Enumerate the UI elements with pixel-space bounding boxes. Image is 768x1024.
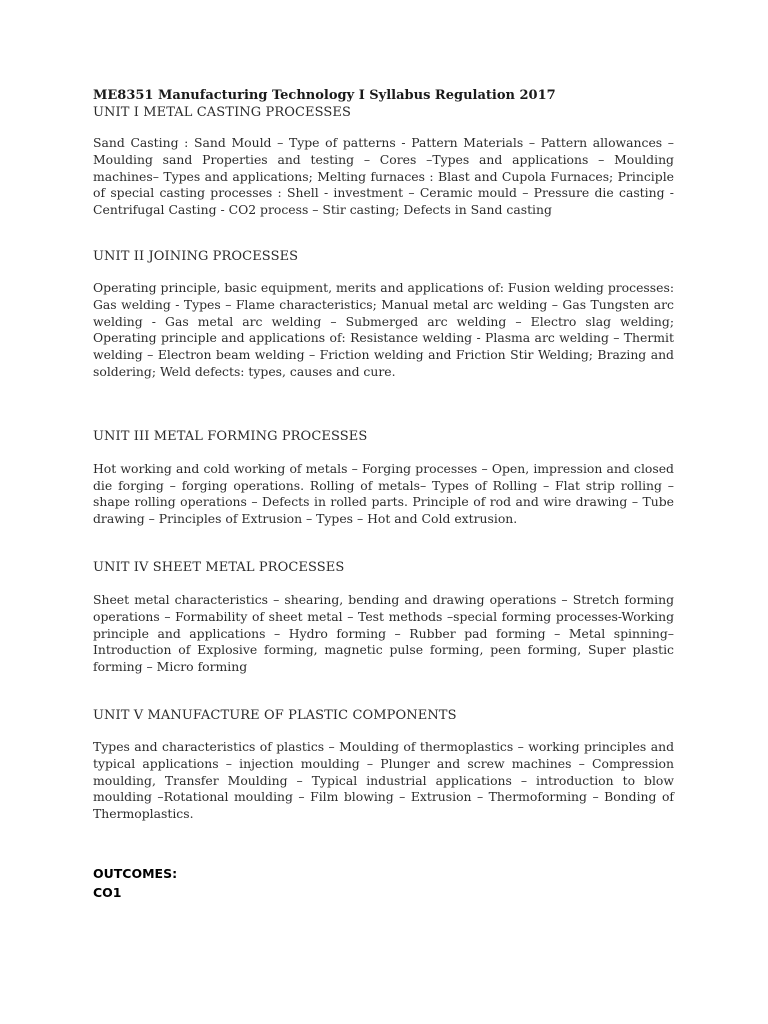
unit-4-heading: UNIT IV SHEET METAL PROCESSES <box>93 559 345 575</box>
unit-1-heading: UNIT I METAL CASTING PROCESSES <box>93 105 351 120</box>
unit-1-body: Sand Casting : Sand Mould – Type of patterns - Pattern Materials – Pattern allowances – Moulding sand Properties and testing – Cores –Types and applications – Moulding machines– Types and applications; Melting furnaces : Blast and Cupola Furnaces; Principle of special casting processes : Shell - investment – Ceramic mould – Pressure die casting - Centrifugal Casting - CO2 process – Stir casting; Defects in Sand casting <box>93 135 674 218</box>
unit-2-heading: UNIT II JOINING PROCESSES <box>93 248 299 264</box>
outcome-item-co1: CO1 <box>93 884 122 900</box>
document-content <box>93 87 674 902</box>
unit-5-heading: UNIT V MANUFACTURE OF PLASTIC COMPONENTS <box>93 707 457 723</box>
unit-3-heading: UNIT III METAL FORMING PROCESSES <box>93 428 368 444</box>
unit-3-body: Hot working and cold working of metals – Forging processes – Open, impression and closed die forging – forging operations. Rolling of metals– Types of Rolling – Flat strip rolling – shape rolling operations – Defects in rolled parts. Principle of rod and wire drawing – Tube drawing – Principles of Extrusion – Types – Hot and Cold extrusion. <box>93 460 674 527</box>
outcomes-section <box>93 864 674 902</box>
unit-2-body: Operating principle, basic equipment, merits and applications of: Fusion welding processes: Gas welding - Types – Flame characteristics; Manual metal arc welding – Gas Tungsten arc welding - Gas metal arc welding – Submerged arc welding – Electro slag welding; Operating principle and applications of: Resistance welding - Plasma arc welding – Thermit welding – Electron beam welding – Friction welding and Friction Stir Welding; Brazing and soldering; Weld defects: types, causes and cure. <box>93 279 674 379</box>
unit-5-body: Types and characteristics of plastics – Moulding of thermoplastics – working principles and typical applications – injection moulding – Plunger and screw machines – Compression moulding, Transfer Moulding – Typical industrial applications – introduction to blow moulding –Rotational moulding – Film blowing – Extrusion – Thermoforming – Bonding of Thermoplastics. <box>93 738 674 822</box>
unit-4-body: Sheet metal characteristics – shearing, bending and drawing operations – Stretch forming operations – Formability of sheet metal – Test methods –special forming processes-Working principle and applications – Hydro forming – Rubber pad forming – Metal spinning– Introduction of Explosive forming, magnetic pulse forming, peen forming, Super plastic forming – Micro forming <box>93 591 674 675</box>
outcomes-heading: OUTCOMES: <box>93 865 178 881</box>
document-title: ME8351 Manufacturing Technology I Syllabus Regulation 2017 <box>93 88 556 103</box>
